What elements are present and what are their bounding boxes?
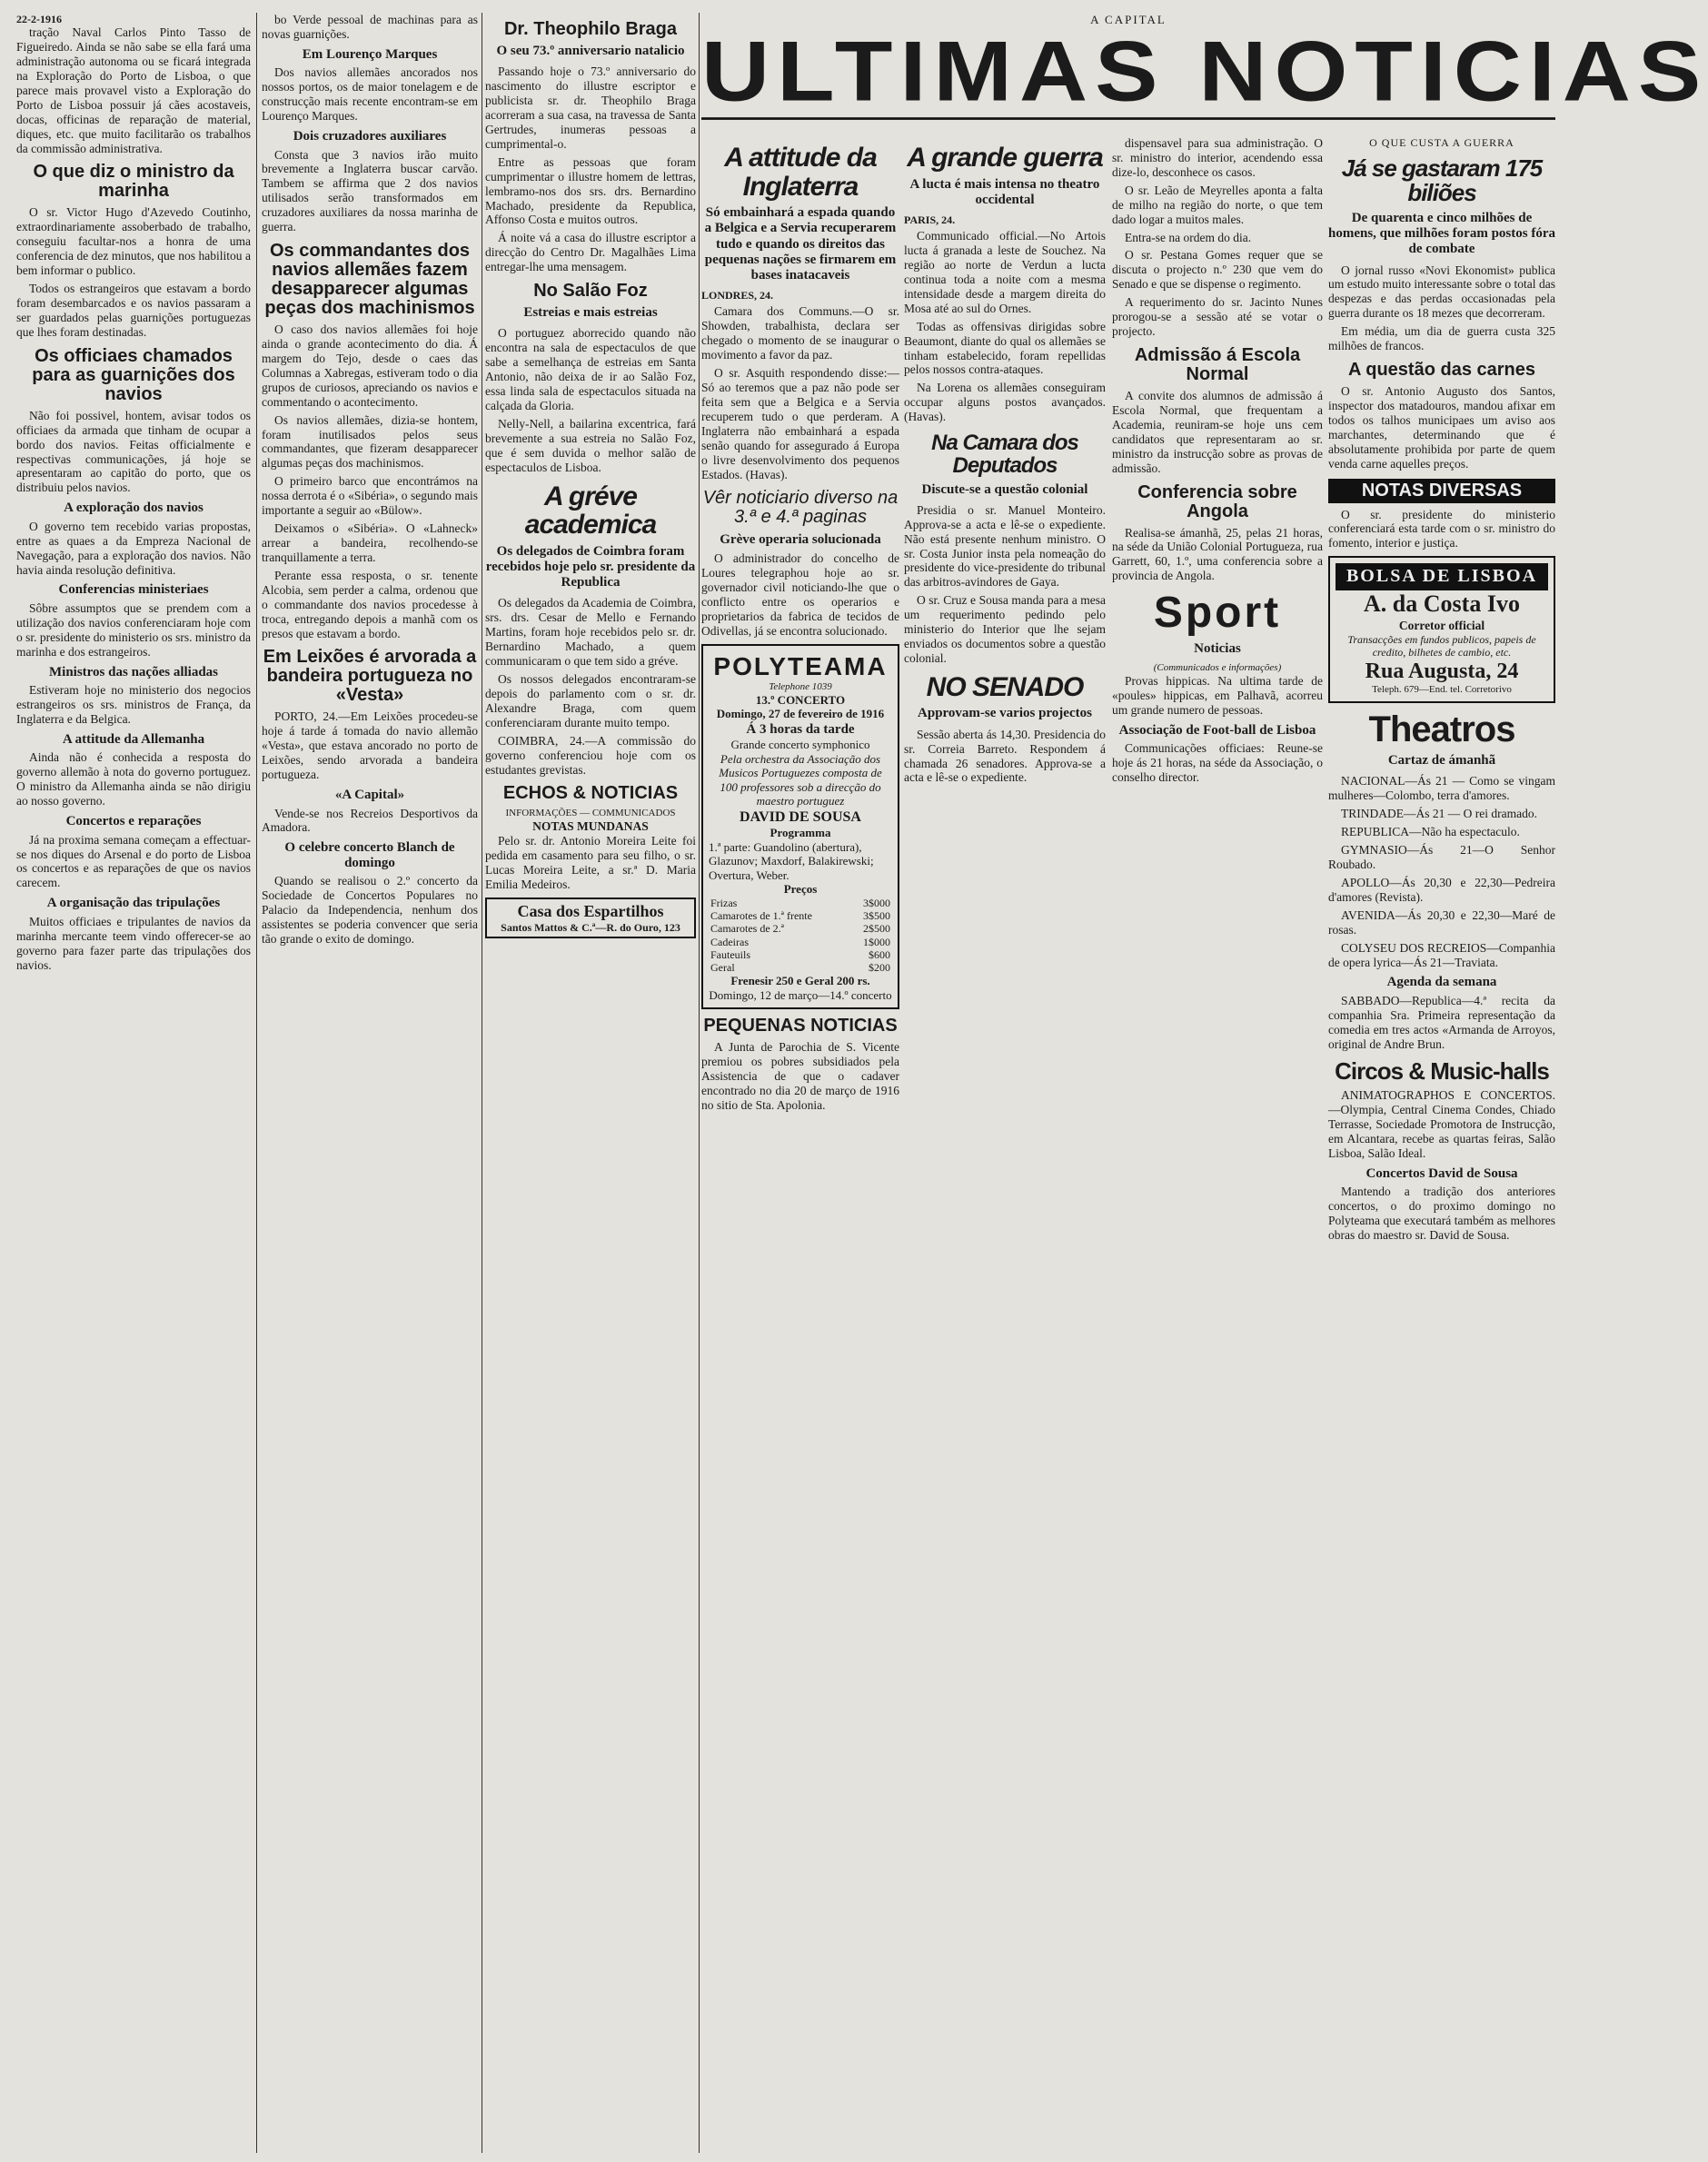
subheadline: Discute-se a questão colonial (921, 481, 1088, 497)
article-text: Em média, um dia de guerra custa 325 milhões de francos. (1328, 324, 1555, 353)
ad-phone: Teleph. 679—End. tel. Corretorivo (1372, 684, 1512, 696)
article-text: A convite dos alumnos de admissão á Escola Normal, que frequentam a Academia, reuniram-se hoje uns cem candidatos que representaram ao sr. ministro da instrucção sobre as provas de admissão. (1112, 388, 1323, 475)
column-6 (1112, 136, 1323, 2153)
headline: ECHOS & NOTICIAS (502, 783, 679, 804)
article-text: O jornal russo «Novi Ekonomist» publica um estudo muito interessante sobre o total das despezas e das perdas occasionadas pela guerra durante os 18 mezes que decorreram. (1328, 263, 1555, 321)
article-text: COIMBRA, 24.—A commissão do governo conferenciou hoje com os estudantes grevistas. (485, 733, 696, 777)
headline: Em Leixões é arvorada a bandeira portugueza no «Vesta» (263, 647, 477, 706)
article-text: O sr. Asquith respondendo disse:—Só ao teremos que a paz não pode ser feita sem que a Belgica e a Servia recuperem tudo o que perderam. A Inglaterra não embainhará a espada senão quando for assegurado á Europa o livre desenvolvimento dos pequenos Estados. (Havas). (701, 366, 899, 481)
article-text: Mantendo a tradição dos anteriores concertos, o do proximo domingo no Polyteama que executará também as melhores obras do maestro sr. David de Sousa. (1328, 1185, 1555, 1242)
newspaper-name: A CAPITAL (1090, 13, 1167, 26)
article-text: Já na proxima semana começam a effectuar-se nos diques do Arsenal e do porto de Lisboa os concertos e as reparações de que os navios carecem. (16, 832, 251, 890)
ad-line: Domingo, 12 de março—14.º concerto (709, 987, 892, 1002)
article-text: Estiveram hoje no ministerio dos negocios estrangeiros os srs. ministros de França, da Inglaterra e da Belgica. (16, 683, 251, 726)
list-item: APOLLO—Ás 20,30 e 22,30—Pedreira d'amores (Revista). (1328, 875, 1555, 904)
column-7 (1328, 136, 1555, 2153)
subheadline: Approvam-se varios projectos (918, 706, 1092, 721)
column-1 (16, 13, 251, 2153)
list-item: GYMNASIO—Ás 21—O Senhor Roubado. (1328, 843, 1555, 871)
article-text: Muitos officiaes e tripulantes de navios da marinha mercante teem vindo offerecer-se ao governo para fazer parte das tripulações dos navios. (16, 914, 251, 972)
subheadline: A organisação das tripulações (46, 896, 221, 911)
subheadline: Conferencias ministeriaes (58, 582, 209, 598)
list-item: COLYSEU DOS RECREIOS—Companhia de opera lyrica—Ás 21—Traviata. (1328, 940, 1555, 969)
subheadline: Dois cruzadores auxiliares (293, 129, 447, 144)
ad-name: A. da Costa Ivo (1364, 590, 1520, 617)
price-row: Camarotes de 1.ª frente 3$500 (710, 909, 890, 923)
ad-line: Á 3 horas da tarde (746, 721, 855, 737)
headline: NOTAS DIVERSAS (1328, 479, 1555, 503)
ad-line: Preços (783, 882, 818, 897)
headline: Dr. Theophilo Braga (503, 19, 678, 39)
article-text: Quando se realisou o 2.º concerto da Sociedade de Concertos Populares no Palacio da Independencia, nenhum dos assistentes se poderia convencer que seria tão grande o exito de domingo. (262, 874, 478, 947)
article-text: O sr. presidente do ministerio conferenciará esta tarde com o sr. ministro do fomento, interior e justiça. (1328, 507, 1555, 550)
article-text: O governo tem recebido varias propostas, entre as quaes a da Empreza Nacional de Navegação, para a exploração dos navios. Não havia ainda resolução definitiva. (16, 519, 251, 577)
article-text: bo Verde pessoal de machinas para as novas guarnições. (262, 13, 478, 41)
dateline: LONDRES, 24. (701, 289, 774, 302)
article-text: O sr. Pestana Gomes requer que se discuta o projecto n.º 230 que vem do Senado e que se dispense o regimento. (1112, 248, 1323, 292)
article-text: O primeiro barco que encontrámos na nossa derrota é o «Sibéria», o segundo mais importante a seguir ao «Bülow». (262, 474, 478, 518)
ad-line: Frenesir 250 e Geral 200 rs. (730, 973, 870, 987)
subheadline: A attitude da Allemanha (62, 731, 205, 747)
headline: O que diz o ministro da marinha (33, 162, 234, 202)
section-label: (Communicados e informações) (1153, 661, 1282, 673)
subheadline: O celebre concerto Blanch de domingo (284, 840, 455, 870)
column-rule (256, 13, 257, 2153)
article-text: Perante essa resposta, o sr. tenente Alcobia, sem perder a calma, ordenou que o commandante dos navios procedesse à troca, entregando depois a manhã com os presos que estavam a bordo. (262, 568, 478, 640)
list-item: REPUBLICA—Não ha espectaculo. (1341, 825, 1520, 839)
subheadline: Os delegados de Coimbra foram recebidos hoje pelo sr. presidente da Republica (485, 543, 696, 590)
article-text: O sr. Leão de Meyrelles aponta a falta de milho na região do norte, o que tem dado logar a muitos males. (1112, 183, 1323, 226)
ad-line: Programma (770, 826, 831, 840)
price-row: Cadeiras 1$000 (710, 935, 890, 948)
article-text: Nelly-Nell, a bailarina excentrica, fará brevemente a sua estreia no Salão Foz, que é sem duvida o melhor salão de espectaculos de Lisboa. (485, 416, 696, 474)
headline: A questão das carnes (1347, 360, 1535, 381)
headline: Já se gastaram 175 biliões (1341, 154, 1543, 207)
article-text: O portuguez aborrecido quando não encontra na sala de espectaculos de que sabe a semelhança de estreias em Santa Antonio, não deixa de ir ao Salão Foz, essa linda sala de espectaculos situada na calçada da Gloria. (485, 326, 696, 413)
article-text: Passando hoje o 73.º anniversario do nascimento do illustre escriptor e publicista sr. dr. Theophilo Braga acorreram a sua casa, na travessa de Santa Gertrudes, inumeras pessoas a cumprimental-o. (485, 64, 696, 151)
headline: Os commandantes dos navios allemães fazem desapparecer algumas peças dos machinismos (264, 241, 475, 319)
headline: PEQUENAS NOTICIAS (703, 1016, 898, 1036)
price-row: Camarotes de 2.ª 2$500 (710, 922, 890, 936)
headline: Sport (1153, 589, 1282, 638)
article-text: Realisa-se ámanhã, 25, pelas 21 horas, na séde da União Colonial Portugueza, rua Garrett, 60, 1.º, uma conferencia sobre a provincia de Angola. (1112, 525, 1323, 583)
page-date: 22-2-1916 (16, 13, 62, 25)
subheadline: Grève operaria solucionada (720, 532, 881, 548)
article-text: Na Lorena os allemães conseguiram occupar alguns postos avançados. (Havas). (904, 381, 1106, 424)
subheadline: Em Lourenço Marques (302, 46, 438, 62)
article-text: Os delegados da Academia de Coimbra, srs. drs. Cesar de Mello e Fernando Martins, foram hoje recebidos pelo sr. dr. Bernardino Machado, a quem communicaram o que tem sido a gréve. (485, 596, 696, 669)
ad-title: BOLSA DE LISBOA (1336, 563, 1548, 590)
article-text: Não foi possivel, hontem, avisar todos os officiaes da armada que tinham de ocupar a bordo dos navios. Feitas officialmente e respectivas communicações, já hoje se apresentaram ao capitão do porto, que os distribuiu pelos navios. (16, 408, 251, 495)
headline: NO SENADO (926, 671, 1084, 702)
article-text: Dos navios allemães ancorados nos nossos portos, os de maior tonelagem e de construcção mais recente encontram-se em Lourenço Marques. (262, 65, 478, 124)
subheadline: «A Capital» (334, 788, 405, 803)
article-text: Consta que 3 navios irão muito brevemente a Inglaterra buscar carvão. Tambem se affirma que 2 dos navios utilisados serão transformados em cruzadores auxiliares da nossa marinha de guerra. (262, 147, 478, 234)
article-text: O sr. Cruz e Sousa manda para a mesa um requerimento pedindo pelo ministerio do Interior que lhe sejam enviados os documentos sobre a questão colonial. (904, 593, 1106, 665)
headline: Na Camara dos Deputados (931, 431, 1078, 479)
kicker: O QUE CUSTA A GUERRA (1369, 136, 1514, 149)
ad-address: Rua Augusta, 24 (1365, 659, 1519, 683)
article-text: Todas as offensivas dirigidas sobre Beaumont, diante do qual os allemães se tinham estabelecido, foram repellidas pelos nossos contra-ataques. (904, 319, 1106, 377)
headline: Vêr noticiario diverso na 3.ª e 4.ª paginas (702, 488, 899, 528)
article-text: Deixamos o «Sibéria». O «Lahneck» arrear a bandeira, recolhendo-se tranquillamente a terra. (262, 521, 478, 564)
article-text: Entre as pessoas que foram cumprimentar o illustre homem de lettras, lembramo-nos dos srs. drs. Bernardino Machado, presidente da Republica, Affonso Costa e muitos outros. (485, 154, 696, 227)
column-rule (699, 13, 700, 2153)
headline: Theatros (1368, 709, 1515, 750)
dateline: PARIS, 24. (904, 213, 956, 226)
article-text: Todos os estrangeiros que estavam a bordo foram desembarcados e os navios passaram a ser guardados pelas guarnições portuguezas que lhes foram destinadas. (16, 282, 251, 339)
article-text: Presidia o sr. Manuel Monteiro. Approva-se a acta e lê-se o expediente. Não está presente nenhum ministro. O sr. Costa Junior insta pela nomeação do presidente do vice-presidente do tribunal das arbitros-avindores de Gaya. (904, 502, 1106, 590)
subheadline: A exploração dos navios (64, 501, 204, 516)
subheadline: Agenda da semana (1386, 975, 1497, 990)
headline: Circos & Music-halls (1335, 1056, 1549, 1085)
ad-address: Santos Mattos & C.ª—R. do Ouro, 123 (501, 921, 680, 935)
article-text: Á noite vá a casa do illustre escriptor a direcção do Centro Dr. Magalhães Lima entregar-lhe uma mensagem. (485, 231, 696, 274)
article-text: Communicado official.—No Artois lucta á granada a leste de Souchez. Na região ao norte de Verdun a lucta continua toda a noite com a mesma intensidade desde a margem direita do Mosa até ao sul do Ornes. (904, 229, 1106, 315)
subheadline: A lucta é mais intensa no theatro occidental (909, 176, 1100, 207)
article-text: Ainda não é conhecida a resposta do governo allemão à nota do governo portuguez. O ministro da Allemanha ainda se não dirigiu ao nosso governo. (16, 750, 251, 808)
price-row: Fauteuils $600 (710, 947, 890, 961)
column-2 (262, 13, 478, 2153)
price-row: Geral $200 (710, 960, 890, 974)
headline: No Salão Foz (533, 281, 648, 302)
article-text: PORTO, 24.—Em Leixões procedeu-se hoje á tarde á tomada do navio allemão «Vesta», que estava ancorado no porto de Leixões, sendo arvorada a bandeira portugueza. (262, 709, 478, 782)
price-table (709, 897, 892, 974)
subheadline: O seu 73.º anniversario natalicio (496, 44, 685, 58)
advertisement (485, 898, 696, 938)
article-text: ANIMATOGRAPHOS E CONCERTOS.—Olympia, Central Cinema Condes, Chiado Terrasse, Sociedade Promotora de Instrucção, em Alcantara, recebe as quartas feiras, Salão Lisboa, Salão Ideal. (1328, 1087, 1555, 1160)
article-text: A requerimento do sr. Jacinto Nunes prorogou-se a sessão até se votar o projecto. (1112, 295, 1323, 339)
subheadline: Noticias (1194, 640, 1241, 656)
ad-line: 13.º CONCERTO (755, 692, 846, 707)
article-text: tração Naval Carlos Pinto Tasso de Figueiredo. Ainda se não sabe se ella fará uma administração autonoma ou se ficará integrada na Exploração do Porto de Lisboa, o que parece mais provavel visto a Exploração do Porto de Lisboa possuir já cães acostaveis, docas, officinas de reparação de material, diques, etc. que muito facilitarão os trabalhos da commissão administrativa. (16, 25, 251, 155)
column-5 (904, 136, 1106, 2153)
column-4 (701, 136, 899, 2153)
ad-title: Casa dos Espartilhos (517, 902, 664, 921)
ad-line: Domingo, 27 de fevereiro de 1916 (716, 707, 885, 721)
ad-line: Corretor official (1398, 618, 1485, 632)
advertisement (1328, 556, 1555, 703)
article-text: Os nossos delegados encontraram-se depois do parlamento com o sr. dr. Alexandre Braga, com quem conferenciaram durante muito tempo. (485, 671, 696, 729)
ad-line: DAVID DE SOUSA (740, 808, 861, 825)
article-text: O sr. Antonio Augusto dos Santos, inspector dos matadouros, mandou afixar em todos os talhos municipaes um aviso aos marchantes, determinando que é absolutamente prohibida por parte de quem venda carne aquelles preços. (1328, 384, 1555, 471)
headline: Conferencia sobre Angola (1137, 481, 1297, 521)
article-text: Communicações officiaes: Reune-se hoje ás 21 horas, na séde da Associação, o conselho director. (1112, 741, 1323, 784)
subheadline: De quarenta e cinco milhões de homens, que milhões foram postos fóra de combate (1328, 210, 1555, 257)
advertisement (701, 644, 899, 1010)
article-text: Vende-se nos Recreios Desportivos da Amadora. (262, 806, 478, 835)
article-text: O caso dos navios allemães foi hoje ainda o grande acontecimento do dia. Á margem do Tejo, desde o caes das Columnas a Xabregas, estiveram todo o dia grupos de curiosos, apreciando os navios e commentando o acontecimento. (262, 322, 478, 409)
headline: A attitude da Inglaterra (724, 143, 877, 202)
ad-line: 1.ª parte: Guandolino (abertura), Glazunov; Maxdorf, Balakirewski; Overtura, Weber. (709, 839, 874, 882)
subheadline: Ministros das nações alliadas (49, 664, 218, 679)
article-text: dispensavel para sua administração. O sr. ministro do interior, acendendo essa dize-lo, desconhece os casos. (1112, 136, 1323, 179)
ad-line: Grande concerto symphonico (730, 737, 870, 751)
article-text: Entra-se na ordem do dia. (1125, 230, 1252, 244)
column-3 (485, 13, 696, 2153)
subheadline: Concertos e reparações (65, 814, 202, 829)
headline: Admissão á Escola Normal (1134, 344, 1301, 384)
section-label: INFORMAÇÕES — COMMUNICADOS (505, 808, 676, 819)
list-item: NACIONAL—Ás 21 — Como se vingam mulheres—Colombo, terra d'amores. (1328, 774, 1555, 803)
ad-phone: Telephone 1039 (769, 680, 832, 692)
ad-line: Pela orchestra da Associação dos Musicos Portuguezes composta de 100 professores sob a direcção do maestro portuguez (719, 751, 882, 808)
article-text: O sr. Victor Hugo d'Azevedo Coutinho, extraordinariamente assoberbado de trabalho, conseguiu facultar-nos a honra de uma conferencia de dez minutos, que nos habilitou a bem informar o publico. (16, 205, 251, 278)
section-label: NOTAS MUNDANAS (532, 819, 649, 834)
article-text: SABBADO—Republica—4.ª recita da companhia Sra. Primeira representação da comedia em tres actos «Armanda de Arroyos, original de Andre Brun. (1328, 993, 1555, 1051)
article-text: Provas hippicas. Na ultima tarde de «poules» hippicas, em Palhavã, acorreu um grande numero de pessoas. (1112, 673, 1323, 717)
ad-title: POLYTEAMA (713, 651, 888, 680)
article-text: Sessão aberta ás 14,30. Presidencia do sr. Correia Barreto. Respondem á chamada 26 senadores. Approva-se a acta e lê-se o expediente. (904, 727, 1106, 785)
subheadline: Estreias e mais estreias (523, 305, 658, 321)
article-text: O administrador do concelho de Loures telegraphou hoje ao sr. governador civil noticiando-lhe que o conflicto entre os operarios e proprietarios da fabrica de tecidos de Odivellas, já se encontra solucionado. (701, 550, 899, 638)
masthead (701, 13, 1708, 130)
price-row: Frizas 3$000 (710, 897, 890, 910)
article-text: Sôbre assumptos que se prendem com a utilização dos navios conferenciaram hoje com o sr. presidente do ministerio os srs. ministro da marinha e dos estrangeiros. (16, 600, 251, 659)
subheadline: Concertos David de Sousa (1365, 1165, 1518, 1181)
headline: A grande guerra (907, 143, 1103, 173)
article-text: A Junta de Parochia de S. Vicente premiou os pobres subsidiados pela Assistencia de que o cadaver encontrado no dia 20 de março de 1916 no sitio de Sta. Apolonia. (701, 1040, 899, 1112)
headline: A gréve academica (524, 481, 657, 540)
subheadline: Associação de Foot-ball de Lisboa (1118, 722, 1316, 738)
headline: Os officiaes chamados para as guarnições dos navios (32, 345, 235, 404)
article-text: Pelo sr. dr. Antonio Moreira Leite foi pedida em casamento para seu filho, o sr. Lucas Moreira Leite, a sr.ª D. Maria Emilia Medeiros. (485, 834, 696, 892)
article-text: Os navios allemães, dizia-se hontem, foram inutilisados pelos seus commandantes, que fizeram desapparecer algumas peças dos machinismos. (262, 412, 478, 471)
banner-title: ULTIMAS NOTICIAS (701, 24, 1708, 120)
list-item: TRINDADE—Ás 21 — O rei dramado. (1341, 807, 1537, 821)
subheadline: Cartaz de ámanhã (1387, 753, 1496, 769)
article-text: Camara dos Communs.—O sr. Showden, trabalhista, declara ser chegado o momento de se inaugurar o movimento a favor da paz. (701, 304, 899, 362)
subheadline: Só embainhará a espada quando a Belgica e a Servia recuperarem tudo e quando os direitos das pequenas nações se firmarem em bases inatacaveis (704, 205, 897, 283)
ad-line: Transacções em fundos publicos, papeis de credito, bilhetes de cambio, etc. (1347, 632, 1536, 659)
list-item: AVENIDA—Ás 20,30 e 22,30—Maré de rosas. (1328, 907, 1555, 937)
